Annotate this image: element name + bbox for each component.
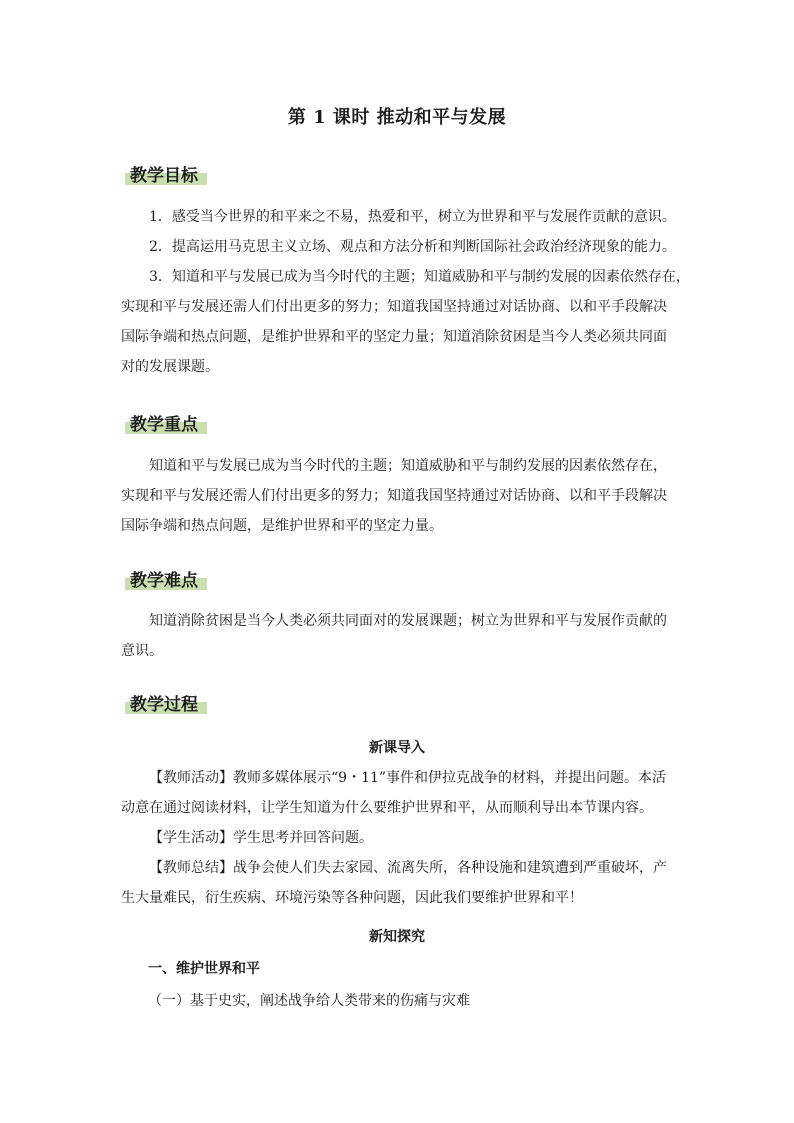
- teacher-activity-line-2: 动意在通过阅读材料，让学生知道为什么要维护世界和平，从而顺利导出本节课内容。: [121, 800, 653, 816]
- heading-label: 教学难点: [130, 571, 198, 591]
- intro-paragraphs: [121, 763, 681, 913]
- objective-item-3-line-1: 3．知道和平与发展已成为当今时代的主题；知道威胁和平与制约发展的因素依然存在，: [149, 269, 690, 285]
- objective-item-1: 1．感受当今世界的和平来之不易，热爱和平，树立为世界和平与发展作贡献的意识。: [149, 209, 676, 225]
- objective-item-3-line-3: 国际争端和热点问题，是维护世界和平的坚定力量；知道消除贫困是当今人类必须共同面: [121, 329, 667, 345]
- heading-label: 教学目标: [130, 166, 198, 186]
- part-1-subheading-1: （一）基于史实，阐述战争给人类带来的伤痛与灾难: [148, 993, 470, 1009]
- student-activity: 【学生活动】学生思考并回答问题。: [149, 830, 373, 846]
- page-title: 第 1 课时 推动和平与发展: [287, 107, 507, 128]
- keypoints-line-3: 国际争端和热点问题，是维护世界和平的坚定力量。: [121, 518, 443, 534]
- difficulties-paragraph: [121, 606, 681, 666]
- keypoints-line-1: 知道和平与发展已成为当今时代的主题；知道威胁和平与制约发展的因素依然存在，: [149, 458, 667, 474]
- teacher-activity-line-1: 【教师活动】教师多媒体展示“9・11”事件和伊拉克战争的材料，并提出问题。本活: [149, 770, 667, 786]
- objectives-list: [121, 202, 690, 382]
- section-heading-process: [125, 690, 207, 714]
- objective-item-3-line-2: 实现和平与发展还需人们付出更多的努力；知道我国坚持通过对话协商、以和平手段解决: [121, 299, 667, 315]
- subheading-explore: 新知探究: [369, 929, 425, 945]
- teacher-summary-line-1: 【教师总结】战争会使人们失去家园、流离失所，各种设施和建筑遭到严重破坏，产: [149, 860, 667, 876]
- difficulties-line-1: 知道消除贫困是当今人类必须共同面对的发展课题；树立为世界和平与发展作贡献的: [149, 613, 667, 629]
- section-heading-objectives: [125, 161, 207, 185]
- objective-item-2: 2．提高运用马克思主义立场、观点和方法分析和判断国际社会政治经济现象的能力。: [149, 239, 676, 255]
- keypoints-line-2: 实现和平与发展还需人们付出更多的努力；知道我国坚持通过对话协商、以和平手段解决: [121, 488, 667, 504]
- difficulties-line-2: 意识。: [121, 643, 163, 659]
- section-heading-difficulties: [125, 566, 207, 590]
- subheading-intro: 新课导入: [369, 740, 425, 756]
- heading-label: 教学重点: [130, 415, 198, 435]
- objective-item-3-line-4: 对的发展课题。: [121, 359, 219, 375]
- part-1-heading: 一、维护世界和平: [148, 961, 260, 977]
- teacher-summary-line-2: 生大量难民，衍生疾病、环境污染等各种问题，因此我们要维护世界和平！: [121, 890, 583, 906]
- keypoints-paragraph: [121, 451, 681, 541]
- heading-label: 教学过程: [130, 695, 198, 715]
- section-heading-keypoints: [125, 410, 207, 434]
